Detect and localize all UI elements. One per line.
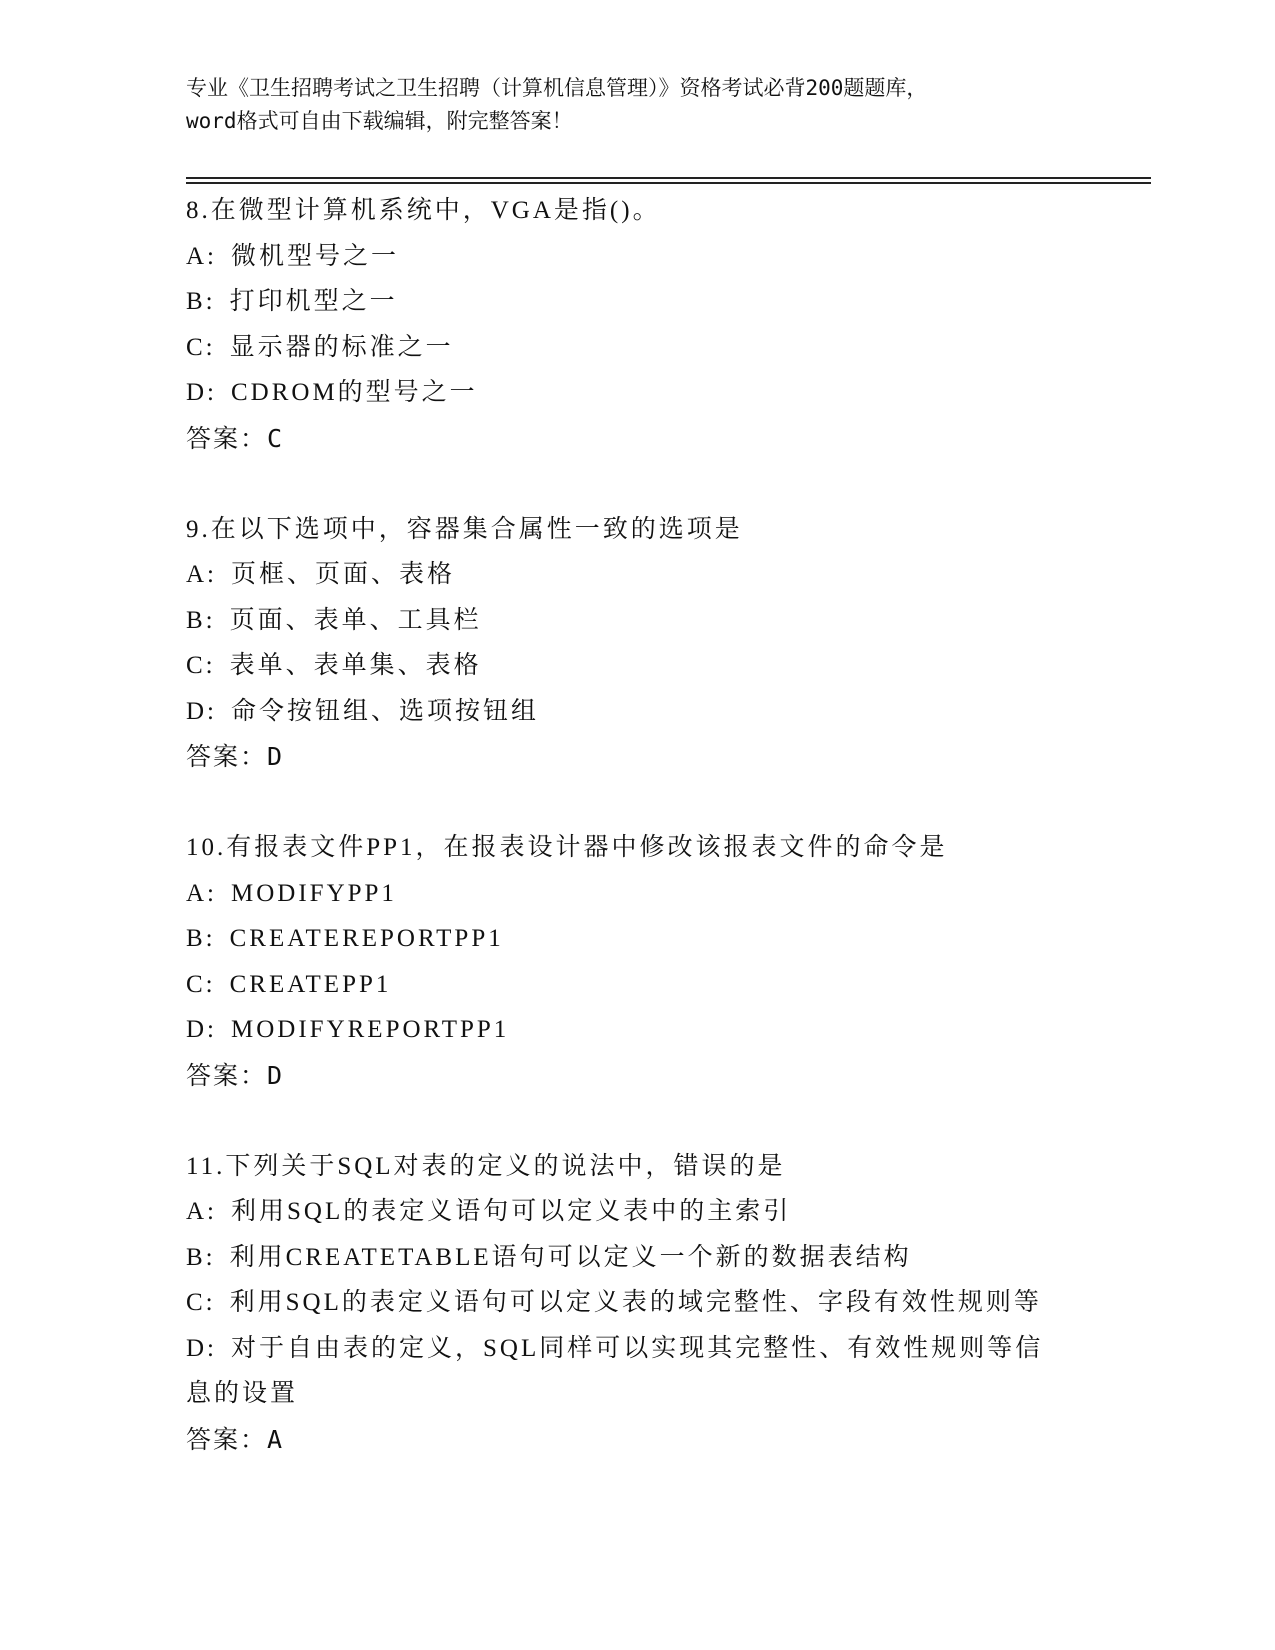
option-key: C: (186, 1289, 216, 1316)
option-key: B: (186, 925, 216, 952)
option-c (186, 962, 1186, 1008)
option-a (186, 234, 1186, 280)
option-d (186, 1326, 1066, 1417)
option-text: 微机型号之一 (231, 242, 400, 270)
option-text: 利用SQL的表定义语句可以定义表的域完整性、字段有效性规则等 (229, 1289, 1042, 1316)
option-key: A: (186, 561, 217, 588)
option-text: 利用SQL的表定义语句可以定义表中的主索引 (231, 1198, 792, 1225)
option-key: D: (186, 1016, 217, 1043)
option-text: 对于自由表的定义，SQL同样可以实现其完整性、有效性规则等信息的设置 (186, 1334, 1044, 1407)
option-c (186, 1280, 1186, 1326)
option-c (186, 643, 1186, 689)
option-text: 利用CREATETABLE语句可以定义一个新的数据表结构 (229, 1243, 912, 1271)
option-key: D: (186, 697, 217, 725)
option-key: A: (186, 1198, 217, 1225)
answer: 答案：D (186, 742, 285, 771)
option-c (186, 325, 1186, 371)
question-8 (186, 188, 1186, 461)
answer: 答案：D (186, 1060, 285, 1090)
question-10 (186, 825, 1186, 1098)
option-key: B: (186, 1243, 216, 1271)
document-header (186, 72, 1086, 138)
option-text: 命令按钮组、选项按钮组 (231, 697, 540, 725)
question-stem: 11.下列关于SQL对表的定义的说法中，错误的是 (186, 1152, 786, 1180)
option-text: 打印机型之一 (229, 288, 398, 315)
option-key: C: (186, 333, 216, 361)
option-text: 页框、页面、表格 (231, 561, 456, 588)
option-a (186, 1189, 1186, 1235)
answer: 答案：C (186, 423, 285, 453)
header-divider-bottom (186, 182, 1151, 184)
option-key: C: (186, 652, 216, 679)
option-text: 页面、表单、工具栏 (229, 606, 482, 634)
header-divider-top (186, 177, 1151, 179)
option-a (186, 871, 1186, 917)
question-stem: 9.在以下选项中，容器集合属性一致的选项是 (186, 515, 743, 543)
option-text: CDROM的型号之一 (231, 379, 478, 406)
question-list (186, 188, 1186, 1508)
question-11 (186, 1144, 1186, 1463)
option-d (186, 689, 1186, 735)
header-line-2: word格式可自由下载编辑，附完整答案！ (186, 109, 573, 133)
question-stem: 8.在微型计算机系统中，VGA是指()。 (186, 197, 661, 224)
option-text: 显示器的标准之一 (229, 333, 454, 361)
option-b (186, 916, 1186, 962)
option-b (186, 1235, 1186, 1281)
option-text: 表单、表单集、表格 (229, 652, 482, 679)
option-text: CREATEPP1 (229, 970, 392, 998)
question-stem: 10.有报表文件PP1，在报表设计器中修改该报表文件的命令是 (186, 834, 948, 861)
question-9 (186, 507, 1186, 780)
option-b (186, 279, 1186, 325)
answer: 答案：A (186, 1424, 285, 1454)
option-text: MODIFYREPORTPP1 (231, 1016, 510, 1043)
option-key: D: (186, 379, 217, 406)
header-line-1: 专业《卫生招聘考试之卫生招聘（计算机信息管理）》资格考试必背200题题库， (186, 76, 928, 100)
option-b (186, 598, 1186, 644)
option-key: B: (186, 606, 216, 634)
option-key: A: (186, 242, 217, 270)
option-d (186, 370, 1186, 416)
option-key: B: (186, 288, 216, 315)
option-key: C: (186, 970, 216, 998)
option-a (186, 552, 1186, 598)
option-key: D: (186, 1334, 217, 1362)
option-text: CREATEREPORTPP1 (229, 925, 504, 952)
option-key: A: (186, 879, 217, 907)
option-d (186, 1007, 1186, 1053)
option-text: MODIFYPP1 (231, 879, 397, 907)
